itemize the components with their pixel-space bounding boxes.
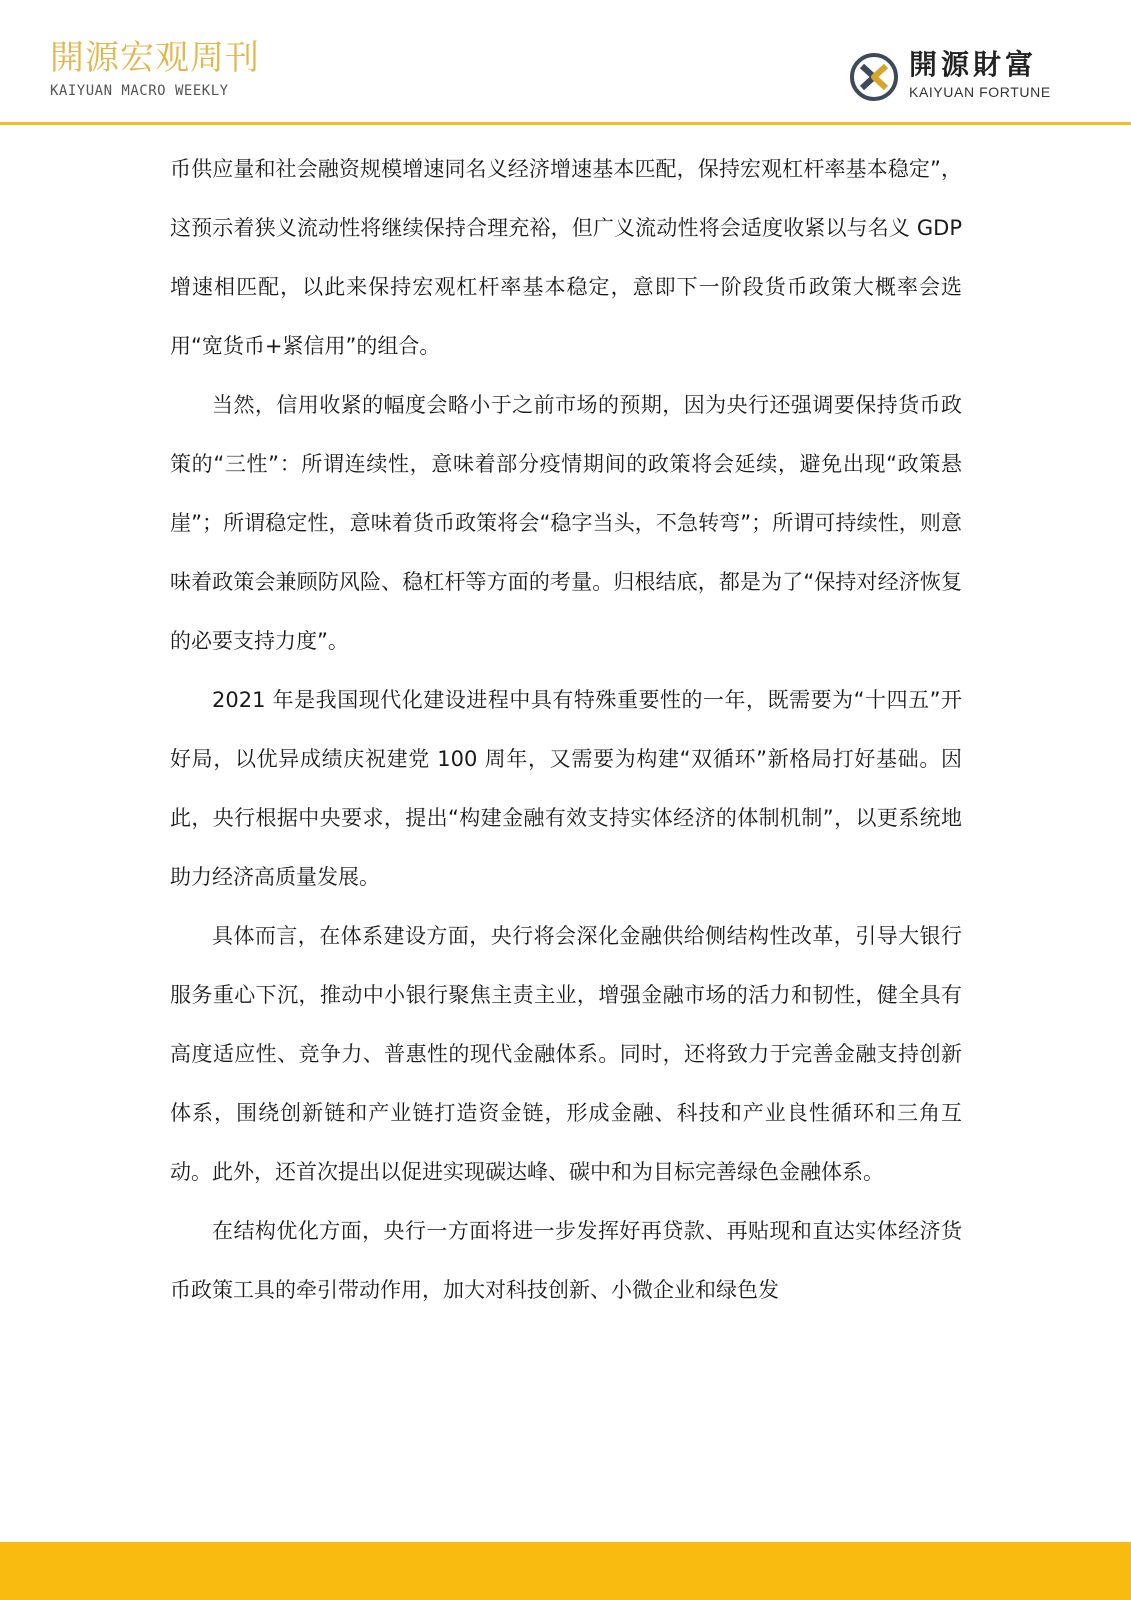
body-paragraph: 币供应量和社会融资规模增速同名义经济增速基本匹配，保持宏观杠杆率基本稳定”，这预示着狭义流动性将继续保持合理充裕，但广义流动性将会适度收紧以与名义 GDP 增速相匹配，以此来保持宏观杠杆率基本稳定，意即下一阶段货币政策大概率会选用“宽货币+紧信用”的组合。 [170,157,962,358]
body-paragraph: 具体而言，在体系建设方面，央行将会深化金融供给侧结构性改革，引导大银行服务重心下沉，推动中小银行聚焦主责主业，增强金融市场的活力和韧性，健全具有高度适应性、竞争力、普惠性的现代金融体系。同时，还将致力于完善金融支持创新体系，围绕创新链和产业链打造资金链，形成金融、科技和产业良性循环和三角互动。此外，还首次提出以促进实现碳达峰、碳中和为目标完善绿色金融体系。 [170,924,962,1184]
body-paragraph: 当然，信用收紧的幅度会略小于之前市场的预期，因为央行还强调要保持货币政策的“三性”：所谓连续性，意味着部分疫情期间的政策将会延续，避免出现“政策悬崖”；所谓稳定性，意味着货币政策将会“稳字当头，不急转弯”；所谓可持续性，则意味着政策会兼顾防风险、稳杠杆等方面的考量。归根结底，都是为了“保持对经济恢复的必要支持力度”。 [170,393,962,653]
article-body [170,140,962,1320]
header-divider [0,122,1131,125]
publication-title-block [50,38,260,99]
logo-english-name: KAIYUAN FORTUNE [909,84,1051,100]
kaiyuan-logo-icon [849,52,899,102]
page-header [0,0,1131,126]
body-paragraph: 2021 年是我国现代化建设进程中具有特殊重要性的一年，既需要为“十四五”开好局，以优异成绩庆祝建党 100 周年，又需要为构建“双循环”新格局打好基础。因此，央行根据中央要求，提出“构建金融有效支持实体经济的体制机制”，以更系统地助力经济高质量发展。 [170,688,962,889]
company-logo [849,48,1079,108]
body-paragraph: 在结构优化方面，央行一方面将进一步发挥好再贷款、再贴现和直达实体经济货币政策工具的牵引带动作用，加大对科技创新、小微企业和绿色发 [170,1219,962,1302]
publication-subtitle: KAIYUAN MACRO WEEKLY [50,83,229,99]
publication-title: 開源宏观周刊 [50,38,260,78]
logo-chinese-name: 開源財富 [909,48,1038,81]
footer-bar [0,1542,1131,1600]
